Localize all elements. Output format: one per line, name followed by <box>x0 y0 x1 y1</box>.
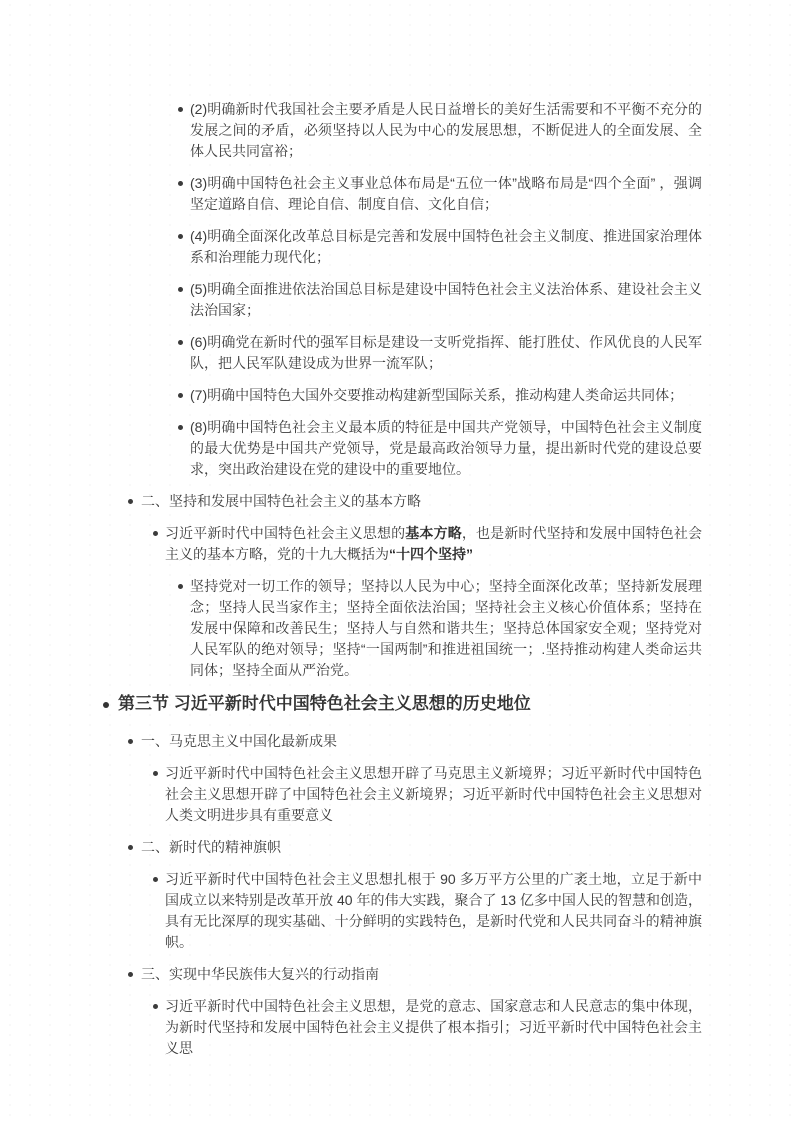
heading-i-marxism-text: 一、马克思主义中国化最新成果 <box>141 733 337 749</box>
section-3-heading <box>0 692 793 716</box>
clause-7 <box>0 385 793 406</box>
segment-bold-fourteen-upholds: “十四个坚持” <box>389 546 473 562</box>
clause-8 <box>0 417 793 480</box>
heading-i-marxism <box>0 731 793 752</box>
bullet-marker-icon <box>178 234 183 239</box>
segment-plain: ，也是新时代坚持和发展中国特色社会主义的基本方略，党的十九大概括为 <box>165 525 703 562</box>
section-3-heading-text: 第三节 习近平新时代中国特色社会主义思想的历史地位 <box>118 694 531 713</box>
bullet-marker-icon <box>178 287 183 292</box>
bullet-marker-icon <box>153 1004 158 1009</box>
clause-5 <box>0 279 793 321</box>
segment-plain: 习近平新时代中国特色社会主义思想的 <box>165 525 406 541</box>
bullet-marker-icon <box>178 393 183 398</box>
para-fourteen-upholds-list <box>0 576 793 681</box>
bullet-marker-icon <box>153 531 158 536</box>
clause-4-text: (4)明确全面深化改革总目标是完善和发展中国特色社会主义制度、推进国家治理体系和治理能力现代化； <box>190 228 702 265</box>
bullet-marker-icon <box>178 425 183 430</box>
bullet-marker-icon <box>178 584 183 589</box>
clause-5-text: (5)明确全面推进依法治国总目标是建设中国特色社会主义法治体系、建设社会主义法治国家； <box>190 281 702 318</box>
para-basic-strategy-text <box>165 523 702 565</box>
bullet-marker-icon <box>128 845 133 850</box>
heading-ii-spiritual-banner-text: 二、新时代的精神旗帜 <box>141 839 281 855</box>
heading-ii-basic-strategy-text: 二、坚持和发展中国特色社会主义的基本方略 <box>141 493 421 509</box>
para-marxism <box>0 763 793 826</box>
bullet-marker-icon <box>153 771 158 776</box>
clause-4 <box>0 226 793 268</box>
segment-bold-basic-strategy: 基本方略 <box>405 525 462 541</box>
bullet-marker-icon <box>128 739 133 744</box>
heading-ii-basic-strategy <box>0 491 793 512</box>
para-action-guide <box>0 996 793 1059</box>
bullet-marker-icon <box>128 972 133 977</box>
clause-6-text: (6)明确党在新时代的强军目标是建设一支听党指挥、能打胜仗、作风优良的人民军队，把人民军队建设成为世界一流军队； <box>190 334 702 371</box>
bullet-marker-icon <box>178 340 183 345</box>
clause-7-text: (7)明确中国特色大国外交要推动构建新型国际关系，推动构建人类命运共同体； <box>190 387 684 403</box>
clause-3 <box>0 173 793 215</box>
bullet-marker-icon <box>178 107 183 112</box>
para-spiritual-banner <box>0 869 793 953</box>
bullet-marker-icon <box>153 877 158 882</box>
clause-6 <box>0 332 793 374</box>
heading-iii-action-guide <box>0 964 793 985</box>
bullet-marker-icon <box>103 702 109 708</box>
para-action-guide-text: 习近平新时代中国特色社会主义思想，是党的意志、国家意志和人民意志的集中体现，为新时代坚持和发展中国特色社会主义提供了根本指引；习近平新时代中国特色社会主义思 <box>165 998 702 1056</box>
clause-8-text: (8)明确中国特色社会主义最本质的特征是中国共产党领导，中国特色社会主义制度的最大优势是中国共产党领导，党是最高政治领导力量，提出新时代党的建设总要求，突出政治建设在党的建设中的重要地位。 <box>190 419 702 477</box>
heading-iii-action-guide-text: 三、实现中华民族伟大复兴的行动指南 <box>141 966 379 982</box>
clause-2 <box>0 99 793 162</box>
para-marxism-text: 习近平新时代中国特色社会主义思想开辟了马克思主义新境界；习近平新时代中国特色社会主义思想开辟了中国特色社会主义新境界；习近平新时代中国特色社会主义思想对人类文明进步具有重要意义 <box>165 765 702 823</box>
para-fourteen-upholds-list-text: 坚持党对一切工作的领导；坚持以人民为中心；坚持全面深化改革；坚持新发展理念；坚持人民当家作主；坚持全面依法治国；坚持社会主义核心价值体系；坚持在发展中保障和改善民生；坚持人与自然和谐共生；坚持总体国家安全观；坚持党对人民军队的绝对领导；坚持“一国两制”和推进祖国统一；.坚持推动构建人类命运共同体；坚持全面从严治党。 <box>190 578 702 678</box>
clause-3-text: (3)明确中国特色社会主义事业总体布局是“五位一体”战略布局是“四个全面” ，强调坚定道路自信、理论自信、制度自信、文化自信； <box>190 175 702 212</box>
clause-2-text: (2)明确新时代我国社会主要矛盾是人民日益增长的美好生活需要和不平衡不充分的发展之间的矛盾，必须坚持以人民为中心的发展思想，不断促进人的全面发展、全体人民共同富裕； <box>190 101 702 159</box>
bullet-marker-icon <box>178 181 183 186</box>
para-basic-strategy <box>0 523 793 565</box>
bullet-marker-icon <box>128 499 133 504</box>
para-spiritual-banner-text: 习近平新时代中国特色社会主义思想扎根于 90 多万平方公里的广袤土地，立足于新中国成立以来特别是改革开放 40 年的伟大实践，聚合了 13 亿多中国人民的智慧和创造，具有无比深厚的现实基础、十分鲜明的实践特色，是新时代党和人民共同奋斗的精神旗帜。 <box>165 871 702 950</box>
heading-ii-spiritual-banner <box>0 837 793 858</box>
